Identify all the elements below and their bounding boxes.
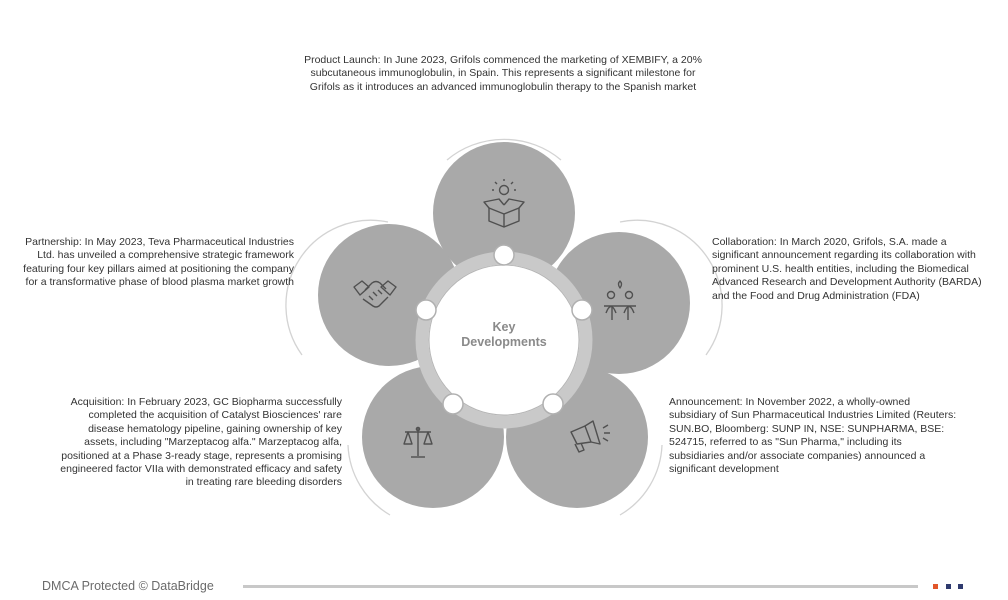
ring-node-partnership bbox=[416, 300, 436, 320]
footer-copyright: DMCA Protected © DataBridge bbox=[42, 579, 214, 593]
footer-square-orange bbox=[933, 584, 938, 589]
center-title-line1: Key bbox=[492, 320, 516, 334]
ring-node-collaboration bbox=[572, 300, 592, 320]
text-collaboration: Collaboration: In March 2020, Grifols, S.A. made a significant announcement regarding its collaboration with prominent U.S. health entities, including the Biomedical Advanced Research and Development Authority (BARDA) and the Food and Drug Administration (FDA) bbox=[712, 236, 982, 302]
center-title-line2: Developments bbox=[461, 335, 547, 349]
text-product-launch: Product Launch: In June 2023, Grifols commenced the marketing of XEMBIFY, a 20% subcutaneous immunoglobulin, in Spain. This represents a significant milestone for Grifols as it introduces an advanced immunoglobulin therapy to the Spanish market bbox=[304, 54, 702, 93]
text-partnership: Partnership: In May 2023, Teva Pharmaceutical Industries Ltd. has unveiled a comprehensive strategic framework featuring four key pillars aimed at positioning the company for a transformative phase of blood plasma market growth bbox=[23, 236, 294, 289]
footer-square-navy-1 bbox=[946, 584, 951, 589]
footer-square-navy-2 bbox=[958, 584, 963, 589]
ring-node-acquisition bbox=[443, 394, 463, 414]
ring-node-product-launch bbox=[494, 245, 514, 265]
text-acquisition: Acquisition: In February 2023, GC Biopharma successfully completed the acquisition of Catalyst Biosciences' rare disease hematology pipeline, gaining ownership of key assets, including "Marzeptacog alfa." Marzeptacog alfa, positioned at a Phase 3-ready stage, represents a promising engineered factor VIIa with demonstrated efficacy and safety in treating rare bleeding disorders bbox=[60, 396, 342, 489]
text-announcement: Announcement: In November 2022, a wholly-owned subsidiary of Sun Pharmaceutical Industries Limited (Reuters: SUN.BO, Bloomberg: SUNP IN, NSE: SUNPHARMA, BSE: 524715, referred to as "Sun Pharma," including its subsidiaries and/or associate companies) announced a significant development bbox=[669, 396, 957, 476]
footer-divider bbox=[243, 585, 918, 588]
ring-node-announcement bbox=[543, 394, 563, 414]
